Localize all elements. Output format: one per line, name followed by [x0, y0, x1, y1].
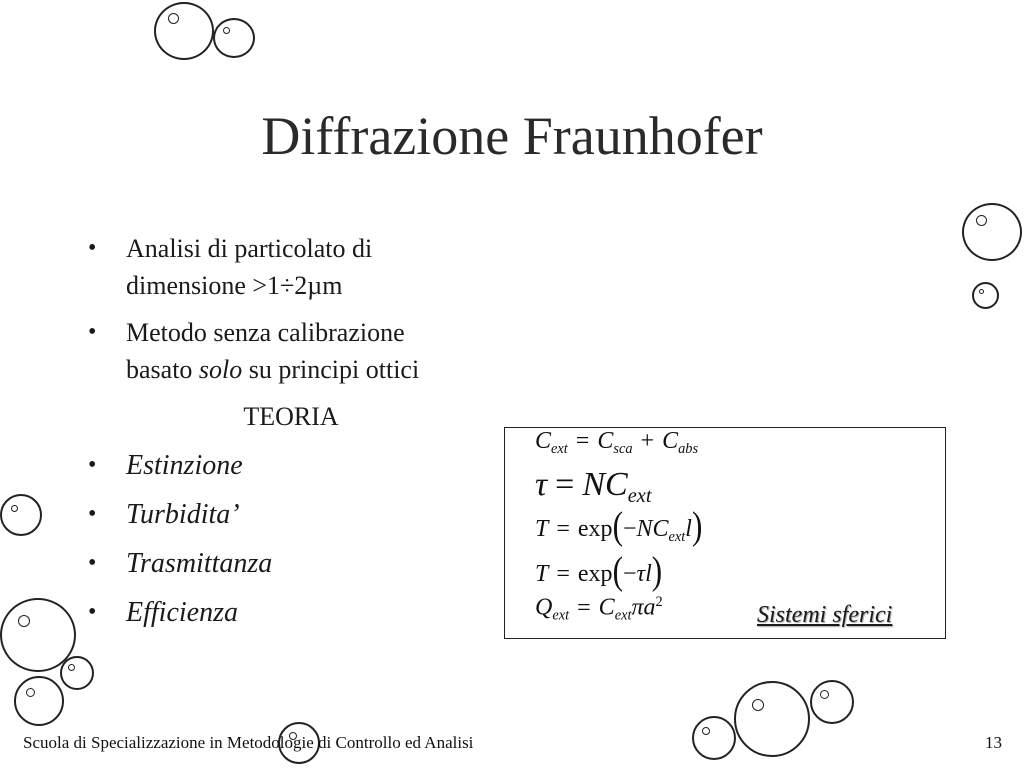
- bullet-symbol: •: [88, 550, 97, 576]
- bubble-decoration: [962, 203, 1022, 261]
- formula-extinction-cross-section: $C_{ext} = C_{sca} + C_{abs}$: [535, 428, 699, 458]
- footer-text: Scuola di Specializzazione in Metodologie di Controllo ed Analisi: [23, 733, 474, 752]
- bullet-text: Turbidita’: [126, 499, 240, 530]
- bubble-decoration: [0, 494, 42, 536]
- bubble-decoration: [154, 2, 214, 60]
- formula-efficiency: $Q_{ext} = C_{ext}\pi a^2$: [535, 594, 663, 624]
- bubble-decoration: [810, 680, 854, 724]
- page-number: 13: [985, 733, 1002, 752]
- bullet-text: Efficienza: [126, 597, 238, 628]
- bullet-text: Trasmittanza: [126, 548, 273, 579]
- bullet-text: dimensione >1÷2µm: [126, 271, 343, 300]
- bubble-decoration: [734, 681, 810, 757]
- spherical-systems-note: Sistemi sferici: [757, 602, 893, 628]
- bullet-text: Analisi di particolato di: [126, 234, 373, 263]
- list-item: [86, 594, 506, 631]
- bullet-list: [86, 230, 506, 643]
- bubble-decoration: [60, 656, 94, 690]
- list-item: [86, 447, 506, 484]
- bubble-decoration: [692, 716, 736, 760]
- formula-box: [504, 427, 946, 639]
- bubble-decoration: [14, 676, 64, 726]
- bullet-text: basato: [126, 355, 199, 384]
- bullet-symbol: •: [88, 452, 97, 478]
- list-item: [86, 545, 506, 582]
- bullet-symbol: •: [88, 235, 97, 261]
- list-item: [86, 230, 506, 304]
- bullet-text: su principi ottici: [242, 355, 420, 384]
- bullet-symbol: •: [88, 599, 97, 625]
- bullet-text: Estinzione: [126, 450, 243, 481]
- bullet-symbol: •: [88, 319, 97, 345]
- formula-turbidity: $\tau = NC_{ext}$: [535, 466, 652, 508]
- slide-title: Diffrazione Fraunhofer: [261, 106, 763, 166]
- formula-transmittance-turbidity: T = exp(−τl): [535, 548, 663, 593]
- bullet-emphasis: solo: [198, 355, 243, 384]
- formula-transmittance-cross-section: $T = \exp(-NC_{ext}l)$: [535, 503, 703, 548]
- bullet-text: Metodo senza calibrazione: [126, 318, 405, 347]
- bubble-decoration: [972, 282, 999, 309]
- list-item: [86, 314, 506, 388]
- bullet-symbol: •: [88, 501, 97, 527]
- bubble-decoration: [213, 18, 255, 58]
- section-label: TEORIA: [243, 402, 339, 431]
- list-item: [86, 496, 506, 533]
